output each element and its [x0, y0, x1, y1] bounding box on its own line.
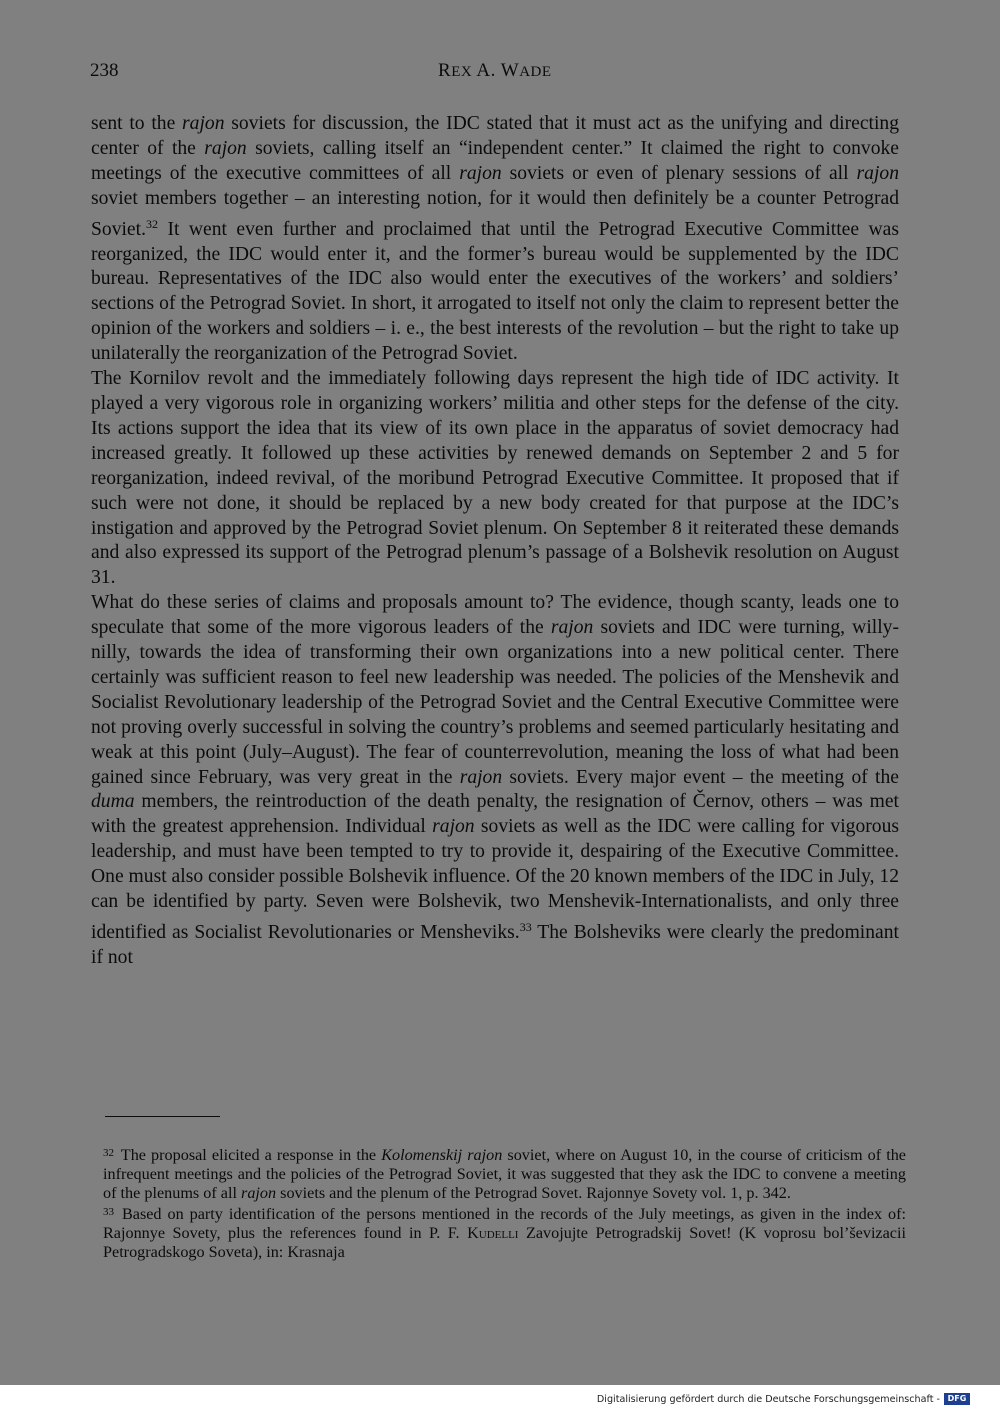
italic-term: rajon — [459, 162, 502, 184]
footnote-ref-33[interactable]: 33 — [519, 920, 532, 934]
paragraph-2: The Kornilov revolt and the immediately following days represent the high tide of IDC activity. It played a very vigorous role in organizing workers’ militia and other steps for the defense of the city. Its actions support the idea that its view of its own place in the apparatus of soviet democracy had increased greatly. It followed up these activities by renewed demands on September 2 and 5 for reorganization, indeed revival, of the moribund Petrograd Executive Committee. It proposed that if such were not done, it should be replaced by a new body created for that purpose at the IDC’s instigation and approved by the Petrograd Soviet plenum. On September 8 it reiterated these demands and also expressed its support of the Petrograd plenum’s passage of a Bolshevik resolution on August 31. — [91, 368, 899, 589]
body-text — [91, 112, 899, 971]
italic-term: duma — [91, 791, 135, 813]
text-run: What do these series of claims and proposals amount to? The evidence, though scanty, leads one to speculate that some of the more vigorous leaders of the — [91, 592, 899, 639]
footnote-number: 32 — [103, 1147, 114, 1159]
text-run: Based on party identification of the persons mentioned in the records of the July meetings, as given in the index of: Rajonnye Sovety, plus the references found in P. F. — [103, 1205, 906, 1242]
running-head-ade: ADE — [519, 64, 552, 80]
text-run: The proposal elicited a response in the — [116, 1146, 382, 1164]
italic-term: rajon — [432, 816, 475, 838]
text-run: soviet members together – an interesting notion, for it would then definitely be a counter Petrograd Soviet. — [91, 187, 899, 240]
author-name: Kudelli — [467, 1224, 519, 1242]
text-run: soviets for discussion, the IDC stated that it must act as the unifying and directing center of the — [91, 113, 900, 159]
footnote-ref-32[interactable]: 32 — [145, 216, 158, 231]
text-run: soviets. Every major event – the meeting of the — [502, 766, 899, 788]
italic-term: rajon — [459, 766, 503, 788]
dfg-logo: DFG — [944, 1393, 970, 1405]
running-head-a: A. W — [476, 60, 520, 81]
italic-term: rajon — [204, 137, 247, 159]
paragraph-1 — [91, 112, 899, 367]
footer-text: Digitalisierung gefördert durch die Deutsche Forschungsgemeinschaft - — [596, 1393, 940, 1405]
digitization-footer — [597, 1391, 970, 1407]
paragraph-3 — [91, 591, 899, 971]
text-run: It went even further and proclaimed that until the Petrograd Executive Committee was reorganized, the IDC would enter it, and the former’s bureau would be supplemented by the IDC bureau. Representatives of the IDC also would enter the executives of the workers’ and soldiers’ sections of the Petrograd Soviet. In short, it arrogated to itself not only the claim to represent better the opinion of the workers and soldiers – i. e., the best interests of the revolution – but the right to take up unilaterally the reorganization of the Petrograd Soviet. — [91, 218, 899, 365]
text-run: sent to the — [91, 113, 183, 134]
running-head-r: R — [438, 60, 452, 81]
running-head-ex: EX — [451, 64, 473, 80]
italic-term: Kolomenskij rajon — [381, 1146, 503, 1164]
text-run: soviets or even of plenary sessions of all — [501, 162, 857, 184]
italic-term: rajon — [241, 1184, 277, 1202]
text-run: Zavojujte Petrogradskij Sovet! (K voprosu bol’ševizacii Petrogradskogo Soveta), in: Krasnaja — [103, 1224, 906, 1261]
italic-term: rajon — [856, 162, 899, 184]
text-run: soviets as well as the IDC were calling for vigorous leadership, and must have been tempted to try to provide it, despairing of the Executive Committee. One must also consider possible Bolshevik influence. Of the 20 known members of the IDC in July, 12 can be identified by party. Seven were Bolshevik, two Menshevik-Internationalists, and only three identified as Socialist Revolutionaries or Mensheviks. — [91, 816, 899, 943]
running-head — [438, 60, 552, 82]
footnote-32 — [103, 1144, 906, 1203]
text-run: soviets and IDC were turning, willy-nilly, towards the idea of transforming their own organizations into a new political center. There certainly was sufficient reason to feel new leadership was needed. The policies of the Menshevik and Socialist Revolutionary leadership of the Petrograd Soviet and the Central Executive Committee were not proving overly successful in solving the country’s problems and seemed particularly hesitating and weak at this point (July–August). The fear of counterrevolution, meaning the loss of what had been gained since February, was very great in the — [91, 617, 899, 788]
text-run: The Bolsheviks were clearly the predominant if not — [91, 922, 899, 968]
italic-term: rajon — [182, 113, 225, 134]
text-run: soviet, where on August 10, in the course of criticism of the infrequent meetings and the policies of the Petrograd Soviet, it was suggested that they ask the IDC to convene a meeting of the plenums of all — [103, 1146, 906, 1202]
footnotes — [103, 1144, 906, 1262]
footnote-separator — [105, 1116, 220, 1117]
footnote-number: 33 — [103, 1206, 114, 1218]
footnote-33 — [103, 1203, 906, 1262]
italic-term: rajon — [550, 617, 594, 639]
text-run: members, the reintroduction of the death penalty, the resignation of Černov, others – was met with the greatest apprehension. Individual — [91, 791, 899, 838]
text-run: soviets and the plenum of the Petrograd Sovet. Rajonnye Sovety vol. 1, p. 342. — [276, 1184, 791, 1202]
page-number: 238 — [90, 60, 119, 81]
text-run: soviets, calling itself an “independent center.” It claimed the right to convoke meetings of the executive committees of all — [91, 137, 900, 184]
